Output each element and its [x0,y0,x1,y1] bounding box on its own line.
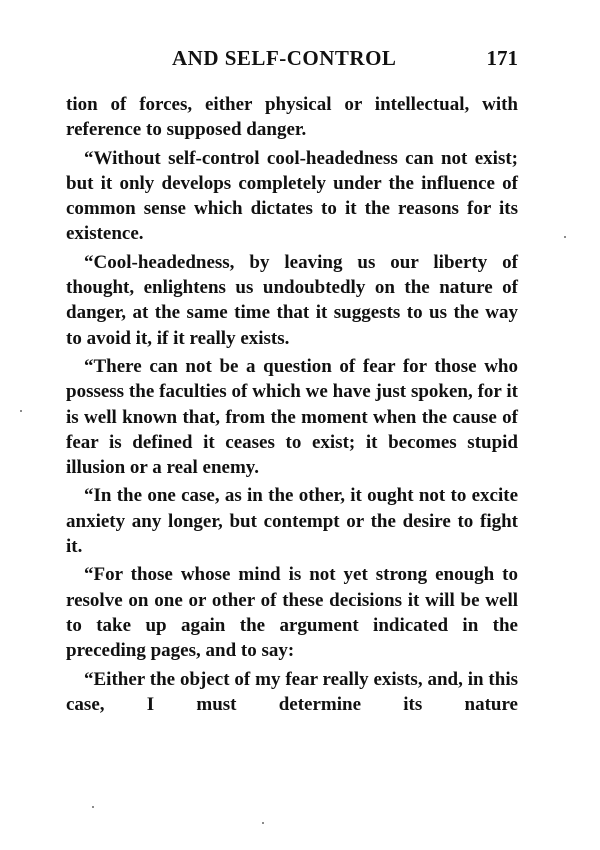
scan-speck [92,806,94,808]
running-head [66,46,518,76]
paragraph: “Either the object of my fear really exists, and, in this case, I must determine its nature [66,668,518,715]
paragraph: “In the one case, as in the other, it ought not to excite anxiety any longer, but contempt or the desire to fight it. [66,485,518,558]
scan-speck [262,822,264,824]
paragraph: “Without self-control cool-headedness can not exist; but it only develops completely under the influence of common sense which dictates to it the reasons for its existence. [66,147,518,245]
paragraph: “For those whose mind is not yet strong enough to resolve on one or other of these decisions it will be well to take up again the argument indicated in the preceding pages, and to say: [66,564,518,662]
paragraph: “There can not be a question of fear for those who possess the faculties of which we have just spoken, for it is well known that, from the moment when the cause of fear is defined it ceases to exist; it becomes stupid illusion or a real enemy. [66,355,518,479]
scan-speck [20,410,22,412]
paragraph-continued: tion of forces, either physical or intellectual, with reference to supposed danger. [66,94,518,141]
paragraph: “Cool-headedness, by leaving us our liberty of thought, enlightens us undoubtedly on the nature of danger, at the same time that it suggests to us the way to avoid it, if it really exists. [66,251,518,349]
body-text [66,92,518,720]
scan-speck [564,236,566,238]
running-title: AND SELF-CONTROL [172,46,397,70]
page-number: 171 [486,46,518,70]
